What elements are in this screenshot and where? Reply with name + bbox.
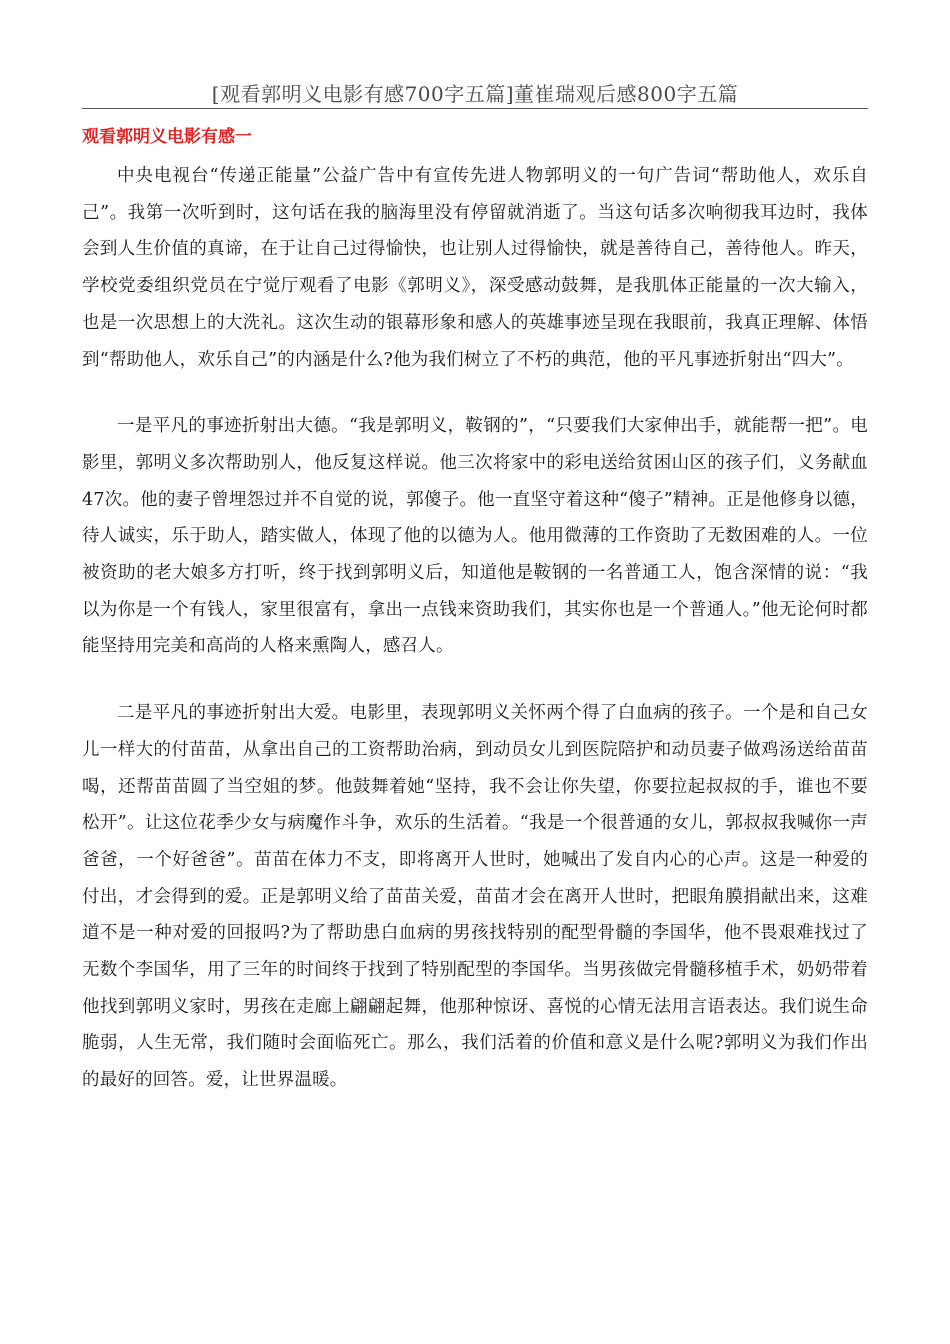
header-divider [82,108,868,109]
article-body [82,158,868,1129]
section-title: 观看郭明义电影有感一 [82,127,252,147]
paragraph: 中央电视台“传递正能量”公益广告中有宣传先进人物郭明义的一句广告词“帮助他人，欢乐自己”。我第一次听到时，这句话在我的脑海里没有停留就消逝了。当这句话多次响彻我耳边时，我体会到人生价值的真谛，在于让自己过得愉快，也让别人过得愉快，就是善待自己，善待他人。昨天，学校党委组织党员在宁觉厅观看了电影《郭明义》，深受感动鼓舞，是我肌体正能量的一次大输入，也是一次思想上的大洗礼。这次生动的银幕形象和感人的英雄事迹呈现在我眼前，我真正理解、体悟到“帮助他人，欢乐自己”的内涵是什么?他为我们树立了不朽的典范，他的平凡事迹折射出“四大”。 [82,166,868,370]
paragraph: 二是平凡的事迹折射出大爱。电影里，表现郭明义关怀两个得了白血病的孩子。一个是和自己女儿一样大的付苗苗，从拿出自己的工资帮助治病，到动员女儿到医院陪护和动员妻子做鸡汤送给苗苗喝，还帮苗苗圆了当空姐的梦。他鼓舞着她“坚持，我不会让你失望，你要拉起叔叔的手，谁也不要松开”。让这位花季少女与病魔作斗争，欢乐的生活着。“我是一个很普通的女儿，郭叔叔我喊你一声爸爸，一个好爸爸”。苗苗在体力不支，即将离开人世时，她喊出了发自内心的心声。这是一种爱的付出，才会得到的爱。正是郭明义给了苗苗关爱，苗苗才会在离开人世时，把眼角膜捐献出来，这难道不是一种对爱的回报吗?为了帮助患白血病的男孩找特别的配型骨髓的李国华，他不畏艰难找过了无数个李国华，用了三年的时间终于找到了特别配型的李国华。当男孩做完骨髓移植手术，奶奶带着他找到郭明义家时，男孩在走廊上翩翩起舞，他那种惊讶、喜悦的心情无法用言语表达。我们说生命脆弱，人生无常，我们随时会面临死亡。那么，我们活着的价值和意义是什么呢?郭明义为我们作出的最好的回答。爱，让世界温暖。 [82,703,868,1091]
paragraph: 一是平凡的事迹折射出大德。“我是郭明义，鞍钢的”，“只要我们大家伸出手，就能帮一把”。电影里，郭明义多次帮助别人，他反复这样说。他三次将家中的彩电送给贫困山区的孩子们，义务献血47次。他的妻子曾埋怨过并不自觉的说，郭傻子。他一直坚守着这种“傻子”精神。正是他修身以德，待人诚实，乐于助人，踏实做人，体现了他的以德为人。他用微薄的工作资助了无数困难的人。一位被资助的老大娘多方打听，终于找到郭明义后，知道他是鞍钢的一名普通工人，饱含深情的说：“我以为你是一个有钱人，家里很富有，拿出一点钱来资助我们，其实你也是一个普通人。”他无论何时都能坚持用完美和高尚的人格来熏陶人，感召人。 [82,416,868,657]
page-header-title: [观看郭明义电影有感700字五篇]董崔瑞观后感800字五篇 [211,82,739,106]
